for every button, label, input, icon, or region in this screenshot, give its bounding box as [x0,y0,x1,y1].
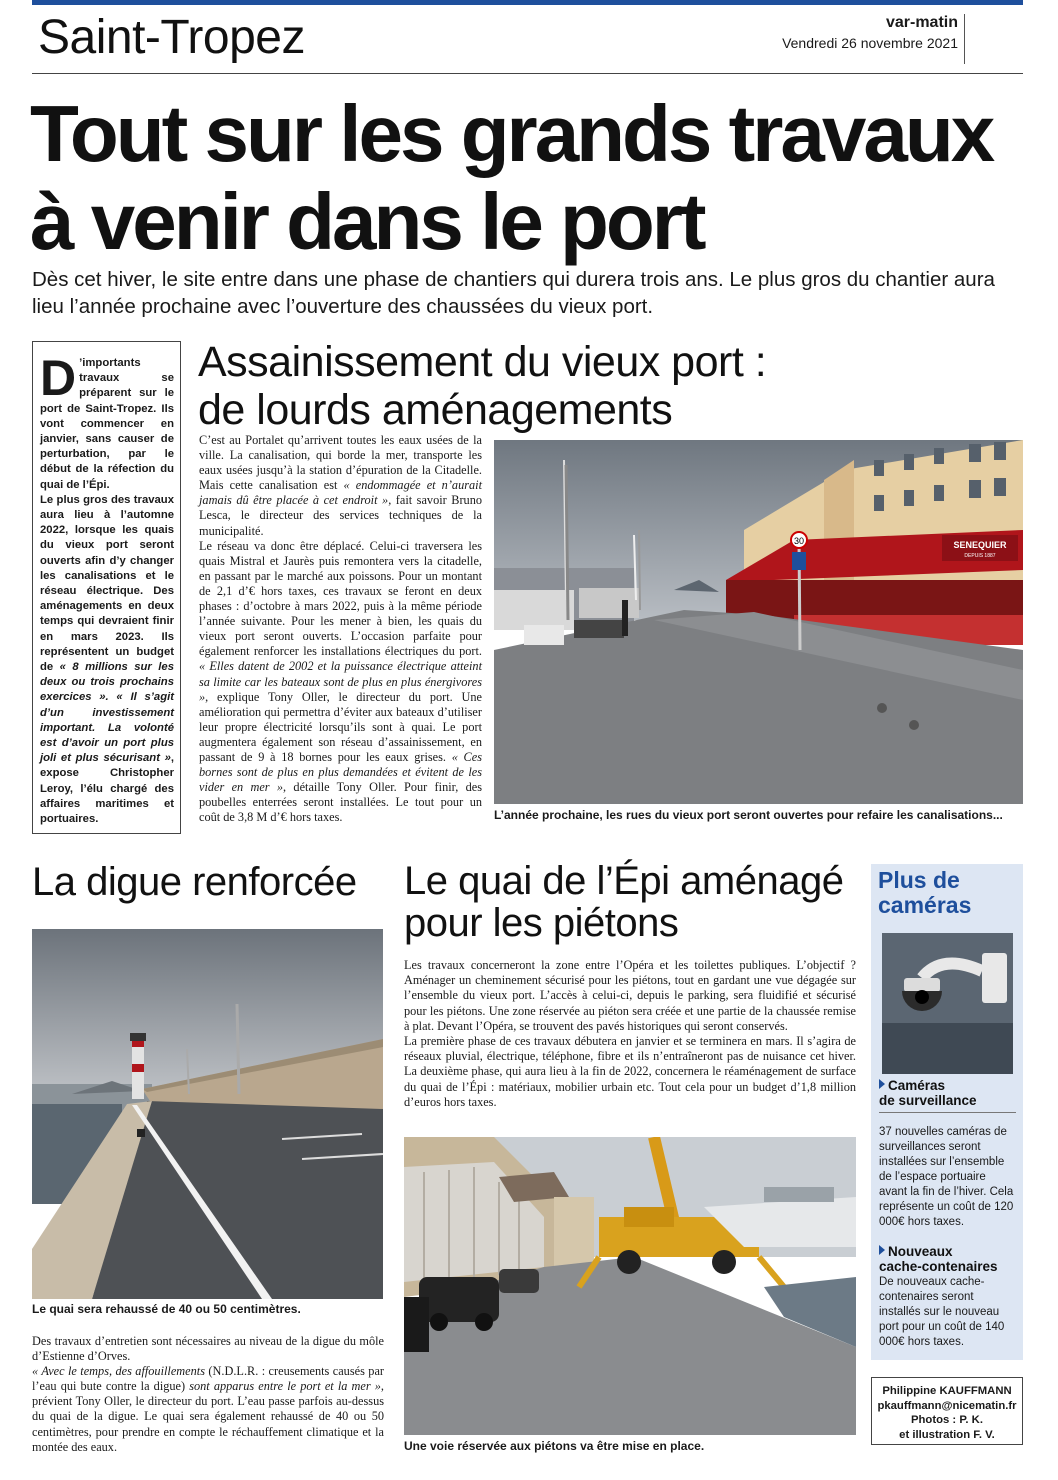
digue-photo [32,929,383,1299]
quai-paragraph-2: La première phase de ces travaux débutera en janvier et se terminera en mars. Il s’agira de réseaux pluvial, électrique, téléphone, fibre et ils n’entraîneront pas de nuisance cet hiver. La deuxième phase, qui aura lieu à la fin de 2022, concernera le réaménagement de surface du quai de l’Épi : matériaux, mobilier urbain etc. Tout cela pour un budget d’1,8 million d’euros hors taxes. [404,1034,856,1109]
assain-p2-quote-1: « Elles datent de 2002 et la puissance électrique atteint sa limite car les bateaux sont de plus en plus énergivores » [199,659,482,704]
vieux-port-caption: L’année prochaine, les rues du vieux port seront ouvertes pour refaire les canalisations... [494,808,1003,822]
digue-title: La digue renforcée [32,860,357,904]
quai-body [404,958,856,1110]
credits-box [871,1377,1023,1445]
assainissement-body [199,433,482,825]
sidebar-sub2-line-1: Nouveaux [888,1244,953,1259]
sidebar-sub2-line-2: cache-contenaires [879,1259,998,1274]
lead-p2-end: , expose Christopher Leroy, l’élu chargé des affaires maritimes et portuaires. [40,752,174,826]
headline-line-1: Tout sur les grands travaux [30,89,993,178]
newspaper-name: var-matin [885,14,958,31]
sidebar-text-cameras: 37 nouvelles caméras de surveillances seront installées sur l’ensemble de l’espace portuaire avant la fin de l’hiver. Cela représente un coût de 120 000€ hors taxes. [879,1126,1014,1228]
header-divider [964,14,965,64]
speed-limit-sign: 30 [793,536,805,546]
digue-caption: Le quai sera rehaussé de 40 ou 50 centimètres. [32,1302,301,1316]
assain-p2c: , explique Tony Oller, le directeur du port. Une amélioration qui permettra d’éviter aux bateaux d’utiliser leur propre électricité lorsqu’ils sont à quai. Le port augmentera également son réseau d’assainissement, en passant de 9 à 18 bornes pour les eaux grises. [199,689,482,764]
assain-p2a: Le réseau va donc être déplacé. Celui-ci traversera les quais Mistral et Jaurès puis remontera vers la citadelle, en passant par le marché aux poissons. Pour un montant de 2,1 d’€ hors taxes, ces travaux se feront en deux phases : d’octobre à mars 2022, puis à la même période l’année suivante. Pour les mener à bien, les quais du vieux port seront ouverts. L’occasion parfaite pour également renforcer les installations électriques du port. [199,538,482,659]
sidebar-divider [879,1112,1016,1113]
digue-p2-end: , prévient Tony Oller, le directeur du port. L’eau passe parfois au-dessus du quai de la digue. Le quai sera également rehaussé de 40 ou 50 centimètres, pour prendre en compte le réchauffement climatique et la montée des eaux. [32,1379,384,1454]
quai-epi-photo [404,1137,856,1435]
sidebar-subheading-cameras [879,1078,1019,1108]
assainissement-title [198,338,898,434]
section-title: Saint-Tropez [38,11,305,64]
digue-p2-quote-b: sont apparus entre le port et la mer » [189,1379,381,1394]
assain-p1-quote: « endommagée et n’aurait jamais dû être placée à cet endroit » [199,478,482,508]
lead-p2-quote: « 8 millions sur les deux ou trois prochains exercices ». « Il s’agit d’un investissement important. La volonté est d’avoir un port plus joli et plus sécurisant » [40,661,174,765]
lead-p2-text: Le plus gros des travaux aura lieu à l’automne 2022, lorsque les quais du vieux port seront ouverts afin d’y changer les canalisations et le réseau électrique. Des aménagements en deux temps qui devraient finir en mars 2023. Ils représentent un budget de [40,493,174,674]
quai-epi-caption: Une voie réservée aux piétons va être mise en place. [404,1439,705,1453]
sidebar-title [878,868,1018,918]
issue-date: Vendredi 26 novembre 2021 [782,35,958,51]
assain-p1c: , fait savoir Bruno Lesca, le directeur des services techniques de la municipalité. [199,493,483,538]
lead-p1-text: ’importants travaux se préparent sur le port de Saint-Tropez. Ils vont commencer en janvier, sans causer de perturbation, par le début de la réfection du quai de l’Épi. [40,357,174,491]
assain-p2e: , détaille Tony Oller. Pour finir, des poubelles enterrées seront installées. Le tout pour un coût de 3,8 M d’€ hors taxes. [199,780,483,825]
top-accent-bar [32,0,1023,5]
sidebar-sub1-line-2: de surveillance [879,1093,977,1108]
digue-body [32,1334,384,1455]
assain-p1a: C’est au Portalet qu’arrivent toutes les eaux usées de la ville. La canalisation, qui borde la mer, transporte les eaux usées jusqu’à la station d’épuration de la Citadelle. Mais cette canalisation est [199,433,482,493]
assainissement-paragraph-1 [199,433,482,539]
headline-line-2: à venir dans le port [30,177,704,266]
credit-photos: Photos : P. K. [911,1414,983,1426]
main-headline [30,90,1030,266]
sidebar-sub1-line-1: Caméras [888,1078,946,1093]
standfirst: Dès cet hiver, le site entre dans une phase de chantiers qui durera trois ans. Le plus gros du chantier aura lieu l’année prochaine avec l’ouverture des chaussées du vieux port. [32,268,995,318]
camera-illustration [882,933,1013,1074]
quai-paragraph-1: Les travaux concerneront la zone entre l’Opéra et les toilettes publiques. L’objectif ? Aménager un cheminement sécurisé pour les piétons, tout en gardant une vue dégagée sur l’ensemble du vieux port. L’accès à celui-ci, depuis le parking, sera fluidifié et sécurisé pour les piétons. Une zone réservée au piéton sera créée et une partie de la chaussée remise à plat. Devant l’Opéra, se trouvent des pavés historiques qui seront conservés. [404,958,856,1033]
digue-paragraph-1: Des travaux d’entretien sont nécessaires au niveau de la digue du môle d’Estienne d’Orves. [32,1334,384,1364]
assainissement-title-line-1: Assainissement du vieux port : [198,338,767,386]
senequier-sign-sub: DEPUIS 1887 [964,553,996,559]
lead-paragraph-2 [40,493,174,827]
lead-paragraph-1 [40,350,174,493]
quai-title [404,860,864,944]
sidebar-title-line-1: Plus de [878,867,960,893]
lead-box [32,341,181,834]
credit-email: pkauffmann@nicematin.fr [877,1399,1017,1412]
triangle-bullet-icon [879,1079,885,1089]
credit-illustration: et illustration F. V. [899,1428,995,1441]
sidebar-text-containers: De nouveaux cache-contenaires seront installés sur le nouveau port pour un coût de 140 000€ hors taxes. [879,1276,1005,1348]
triangle-bullet-icon [879,1245,885,1255]
digue-p2-ndlr: (N.D.L.R. : creusements causés par l’eau qui bute contre la digue) [32,1364,384,1394]
assain-p2-quote-2: « Ces bornes sont de plus en plus demandées et évitent de les vider en mer » [199,749,482,795]
quai-title-line-1: Le quai de l’Épi aménagé [404,859,844,903]
credit-author: Philippine KAUFFMANN [882,1385,1012,1397]
assainissement-paragraph-2 [199,539,482,826]
sidebar-title-line-2: caméras [878,892,972,918]
header-rule [32,73,1023,74]
vieux-port-photo [494,440,1023,804]
senequier-sign: SENEQUIER [953,540,1007,550]
drop-cap: D [40,350,77,406]
assainissement-title-line-2: de lourds aménagements [198,386,673,434]
digue-p2-quote-a: « Avec le temps, des affouillements [32,1364,209,1379]
quai-title-line-2: pour les piétons [404,901,679,945]
sidebar-subheading-containers [879,1244,1019,1274]
digue-paragraph-2 [32,1364,384,1455]
